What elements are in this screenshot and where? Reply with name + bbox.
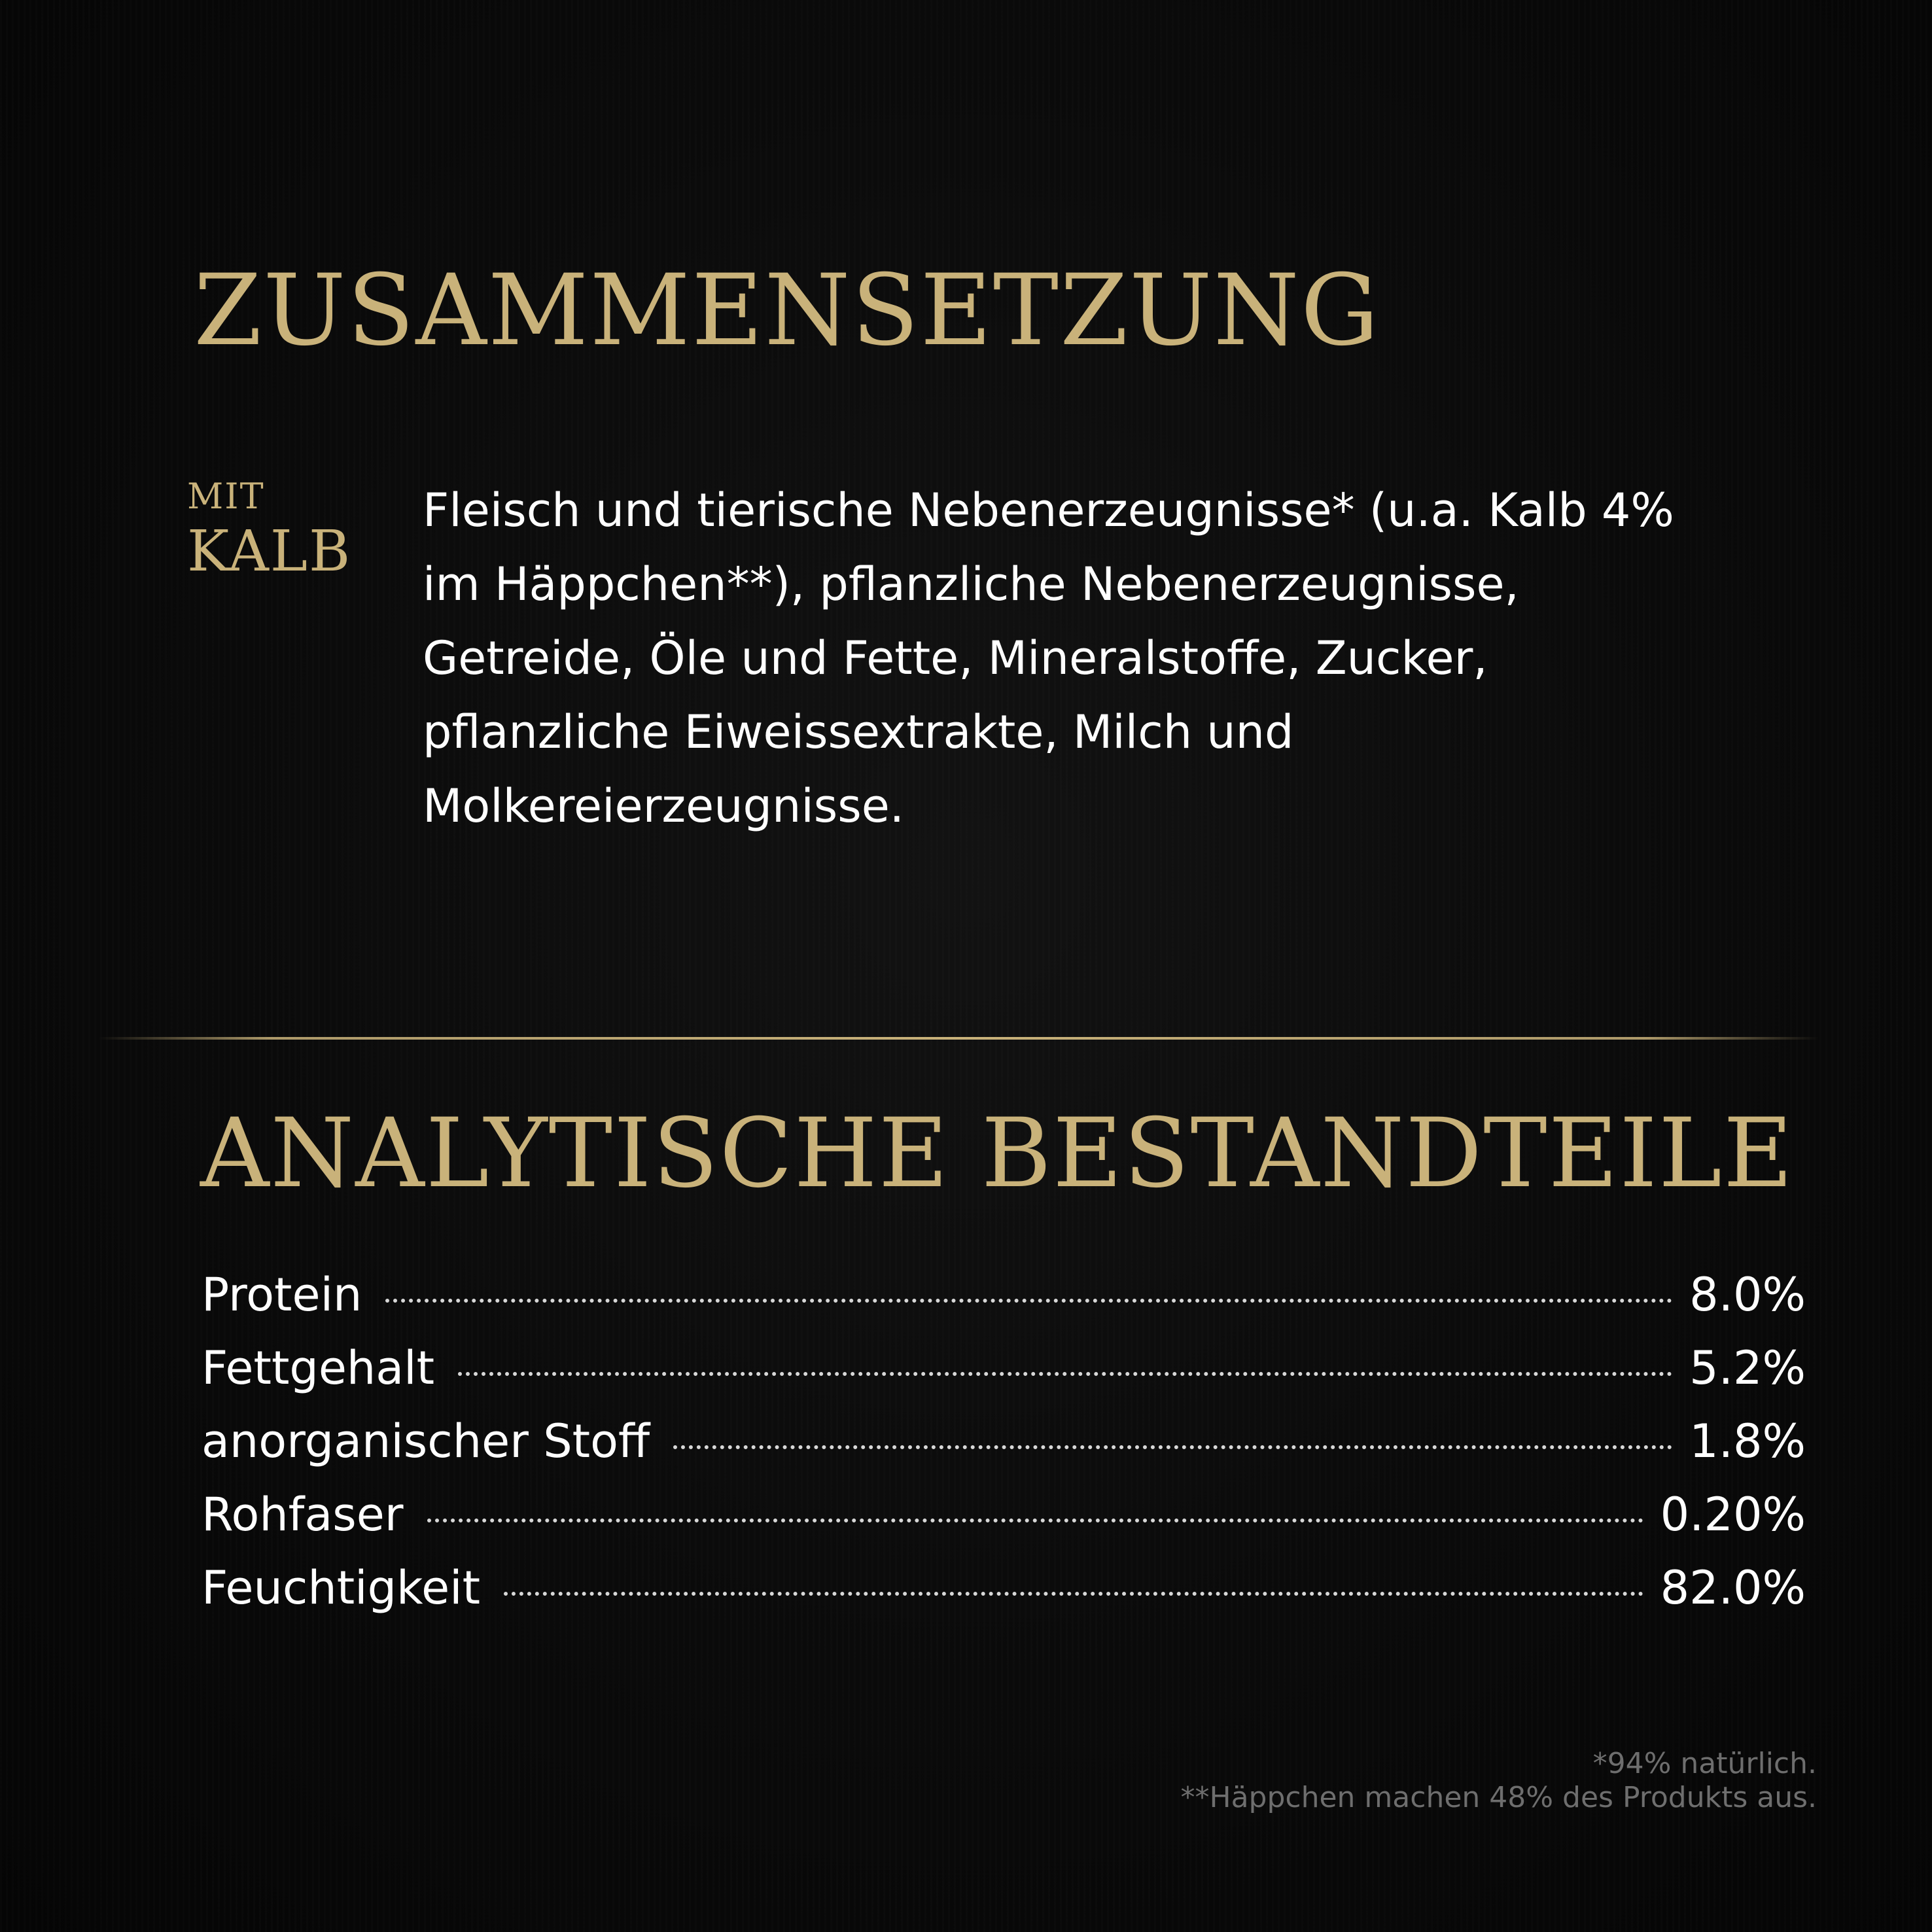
analysis-row-fiber (202, 1488, 1806, 1561)
footnote-natural: *94% natürlich. (1592, 1747, 1817, 1780)
analysis-list (202, 1268, 1806, 1634)
analysis-row-ash (202, 1414, 1806, 1488)
flavor-badge-prefix: MIT (187, 476, 265, 517)
composition-title: ZUSAMMENSETZUNG (194, 254, 1380, 368)
analysis-label: Protein (202, 1268, 362, 1322)
analysis-label: anorganischer Stoff (202, 1414, 650, 1468)
composition-line: im Häppchen**), pflanzliche Nebenerzeugnisse, (423, 557, 1519, 611)
composition-line: Molkereierzeugnisse. (423, 779, 905, 833)
flavor-badge-name: KALB (187, 519, 352, 584)
analysis-value: 8.0% (1689, 1268, 1806, 1322)
dot-leader (504, 1592, 1643, 1596)
composition-line: Getreide, Öle und Fette, Mineralstoffe, Zucker, (423, 631, 1488, 685)
analysis-label: Feuchtigkeit (202, 1561, 481, 1615)
dot-leader (427, 1519, 1643, 1522)
analysis-value: 1.8% (1689, 1414, 1806, 1468)
footnotes (1181, 1747, 1818, 1815)
dot-leader (385, 1299, 1672, 1303)
dot-leader (458, 1372, 1672, 1376)
analysis-label: Rohfaser (202, 1488, 404, 1541)
footnote-chunks: **Häppchen machen 48% des Produkts aus. (1180, 1781, 1817, 1814)
analysis-value: 5.2% (1689, 1341, 1806, 1395)
composition-text (423, 474, 1829, 843)
analysis-value: 82.0% (1660, 1561, 1806, 1615)
composition-line: pflanzliche Eiweissextrakte, Milch und (423, 705, 1294, 759)
analysis-row-fat (202, 1341, 1806, 1414)
section-divider (98, 1037, 1819, 1040)
analysis-title: ANALYTISCHE BESTANDTEILE (200, 1098, 1795, 1209)
dot-leader (673, 1445, 1672, 1449)
composition-line: Fleisch und tierische Nebenerzeugnisse* (u.a. Kalb 4% (423, 483, 1674, 537)
flavor-badge (187, 476, 352, 584)
analysis-label: Fettgehalt (202, 1341, 435, 1395)
analysis-row-moisture (202, 1561, 1806, 1634)
analysis-row-protein (202, 1268, 1806, 1341)
analysis-value: 0.20% (1660, 1488, 1806, 1541)
